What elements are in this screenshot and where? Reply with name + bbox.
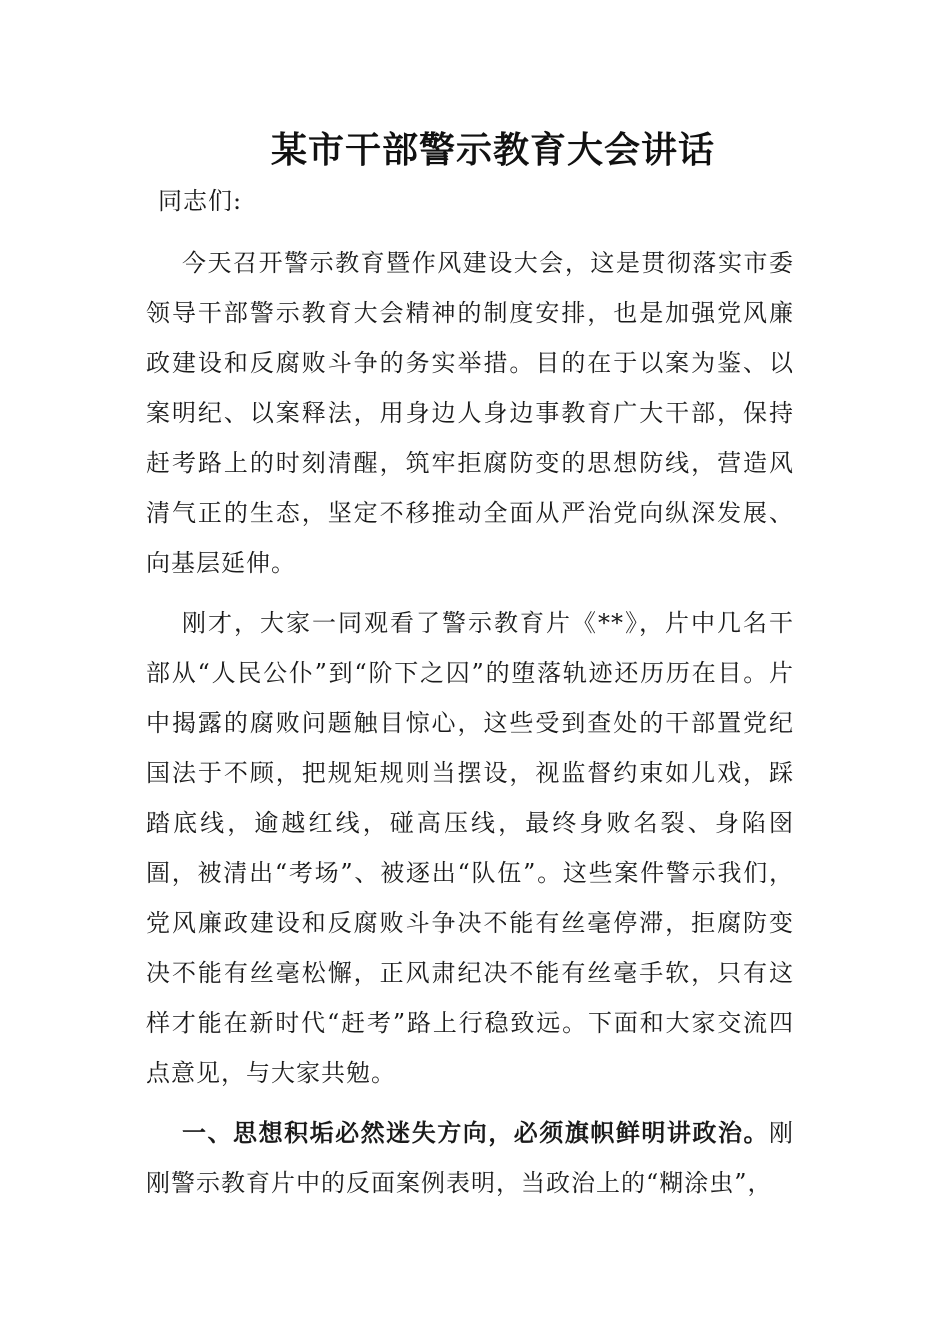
section-1-text: 刚刚警示教育片中的反面案例表明，当政治上的“糊涂虫”， bbox=[146, 1119, 794, 1197]
paragraph-1: 今天召开警示教育暨作风建设大会，这是贯彻落实市委领导干部警示教育大会精神的制度安排，也是加强党风廉政建设和反腐败斗争的务实举措。目的在于以案为鉴、以案明纪、以案释法，用身边人身边事教育广大干部，保持赶考路上的时刻清醒，筑牢拒腐防变的思想防线，营造风清气正的生态，坚定不移推动全面从严治党向纵深发展、向基层延伸。 bbox=[146, 249, 794, 577]
section-1-paragraph bbox=[146, 1108, 794, 1208]
document-body bbox=[146, 176, 794, 1218]
salutation: 同志们: bbox=[158, 187, 243, 215]
paragraph-2: 刚才，大家一同观看了警示教育片《**》，片中几名干部从“人民公仆”到“阶下之囚”的堕落轨迹还历历在目。片中揭露的腐败问题触目惊心，这些受到查处的干部置党纪国法于不顾，把规矩规则当摆设，视监督约束如儿戏，踩踏底线，逾越红线，碰高压线，最终身败名裂、身陷囹圄，被清出“考场”、被逐出“队伍”。这些案件警示我们，党风廉政建设和反腐败斗争决不能有丝毫停滞，拒腐防变决不能有丝毫松懈，正风肃纪决不能有丝毫手软，只有这样才能在新时代“赶考”路上行稳致远。下面和大家交流四点意见，与大家共勉。 bbox=[146, 609, 794, 1087]
document-title: 某市干部警示教育大会讲话 bbox=[270, 129, 715, 171]
section-1-heading: 一、思想积垢必然迷失方向，必须旗帜鲜明讲政治。 bbox=[182, 1118, 769, 1147]
